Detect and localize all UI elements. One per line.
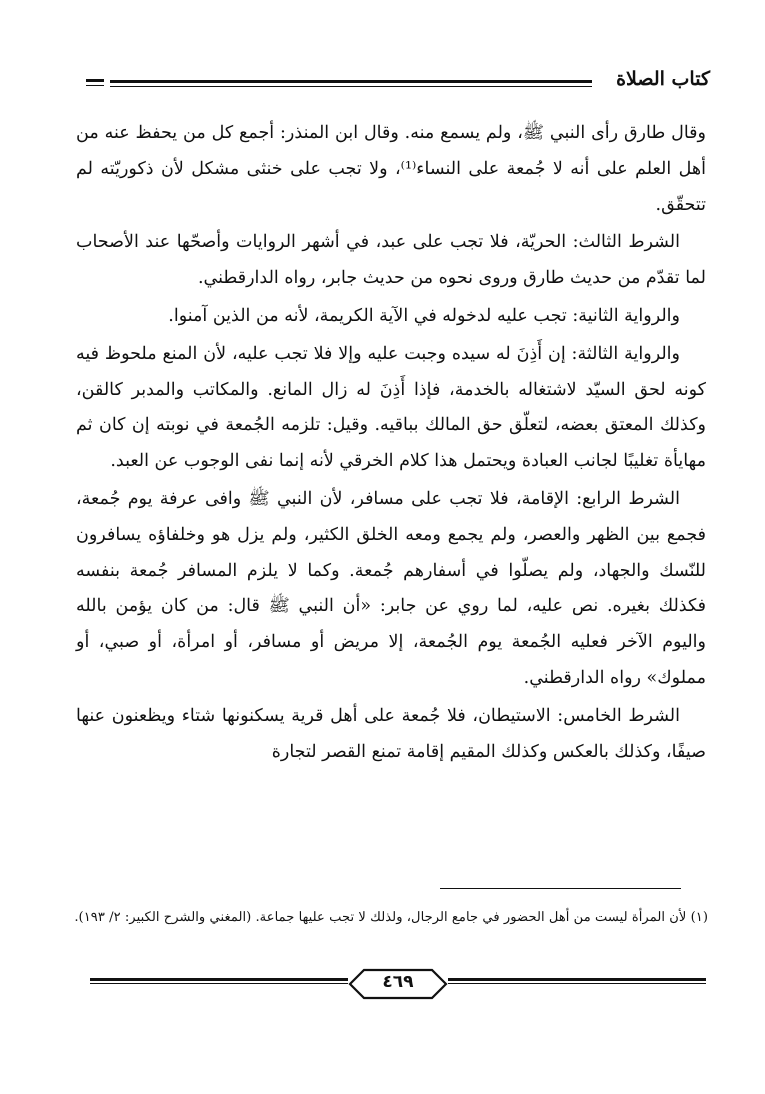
body-text xyxy=(76,116,706,772)
page-number-bar xyxy=(90,968,706,1002)
footnote: (١) لأن المرأة ليست من أهل الحضور في جامع الرجال، ولذلك لا تجب عليها جماعة. (المغني والشرح الكبير: ٢/ ١٩٣). xyxy=(74,910,708,925)
header-title: كتاب الصلاة xyxy=(616,68,710,90)
paragraph: وقال طارق رأى النبي ﷺ، ولم يسمع منه. وقال ابن المنذر: أجمع كل من يحفظ عنه من أهل العلم على أنه لا جُمعة على النساء⁽¹⁾، ولا تجب على خنثى مشكل لأن ذكوريّته لم تتحقّق. xyxy=(76,123,706,215)
paragraph: والرواية الثالثة: إن أَذِنَ له سيده وجبت عليه وإلا فلا تجب عليه، لأن المنع ملحوظ فيه كونه لحق السيّد لاشتغاله بالخدمة، فإذا أَذِنَ له زال المانع. والمكاتب والمدبر كالقن، وكذلك المعتق بعضه، لتعلّق حق المالك بباقيه. وقيل: تلزمه الجُمعة في نوبته إن كان ثم مهايأة تغليبًا لجانب العبادة ويحتمل هذا كلام الخرقي لأنه إنما نفى الوجوب عن العبد. xyxy=(76,343,706,472)
header-ornament xyxy=(86,79,104,86)
footnote-separator xyxy=(440,888,681,889)
running-header xyxy=(86,68,710,98)
paragraph: الشرط الثالث: الحريّة، فلا تجب على عبد، في أشهر الروايات وأصحّها عند الأصحاب لما تقدّم من حديث طارق وروى نحوه من حديث جابر، رواه الدارقطني. xyxy=(76,232,706,289)
page-number: ٤٦٩ xyxy=(382,972,414,992)
paragraph: الشرط الرابع: الإقامة، فلا تجب على مسافر، لأن النبي ﷺ وافى عرفة يوم جُمعة، فجمع بين الظهر والعصر، ولم يجمع ومعه الخلق الكثير، ولم يزل هو وخلفاؤه يسافرون للنّسك والجهاد، ولم يصلّوا في أسفارهم جُمعة. وكما لا يلزم المسافر جُمعة بنفسه فكذلك بغيره. نص عليه، لما روي عن جابر: «أن النبي ﷺ قال: من كان يؤمن بالله واليوم الآخر فعليه الجُمعة يوم الجُمعة، إلا مريض أو مسافر، أو امرأة، أو صبي، أو مملوك» رواه الدارقطني. xyxy=(76,488,706,688)
paragraph: والرواية الثانية: تجب عليه لدخوله في الآية الكريمة، لأنه من الذين آمنوا. xyxy=(168,305,680,326)
page-number-cartouche xyxy=(348,968,448,1000)
paragraph: الشرط الخامس: الاستيطان، فلا جُمعة على أهل قرية يسكنونها شتاء ويظعنون عنها صيفًا، وكذلك بالعكس وكذلك المقيم إقامة تمنع القصر لتجارة xyxy=(76,705,706,762)
header-rule xyxy=(110,80,592,87)
